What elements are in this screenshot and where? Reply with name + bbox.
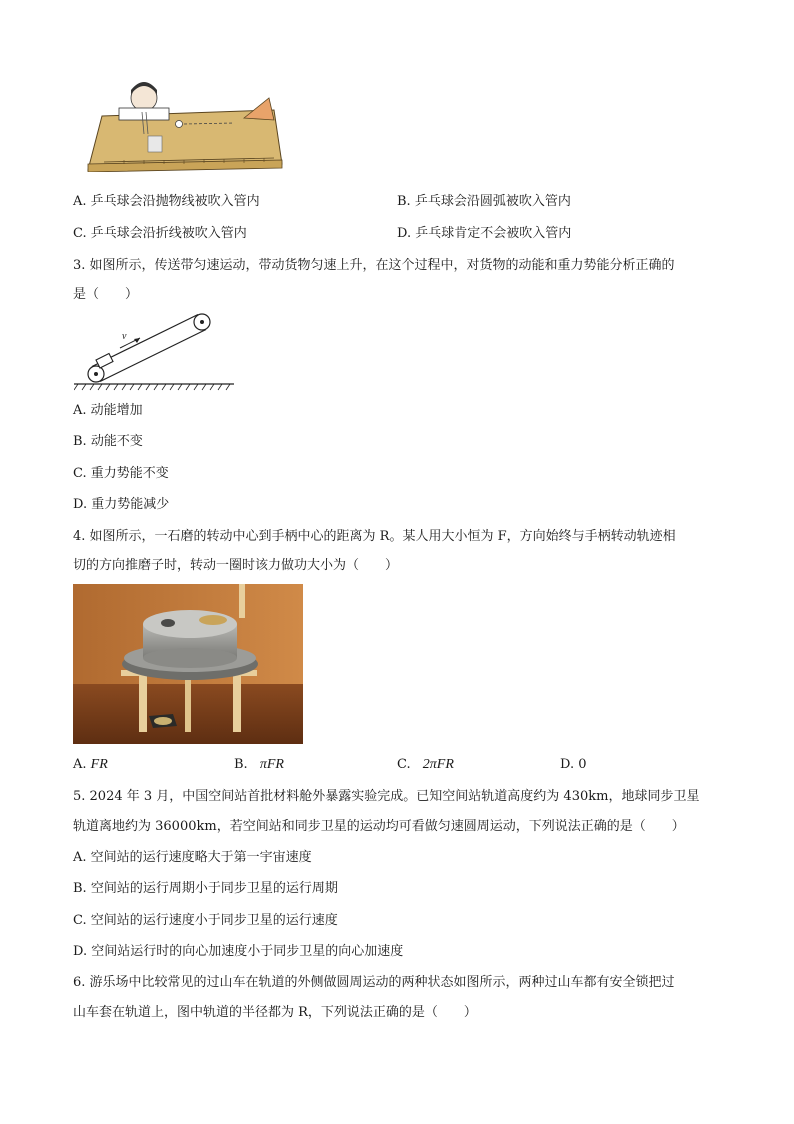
q6-stem-line1: 6. 游乐场中比较常见的过山车在轨道的外侧做圆周运动的两种状态如图所示，两种过山车都有安全锁把过 bbox=[73, 975, 675, 990]
q2-option-b: B. 乒乓球会沿圆弧被吹入管内 bbox=[397, 194, 571, 209]
q3-stem-line2: 是（ ） bbox=[73, 287, 139, 302]
conveyor-belt-diagram bbox=[74, 308, 234, 392]
q4-option-d: D. 0 bbox=[560, 757, 587, 772]
q4-option-b bbox=[234, 756, 284, 774]
q4-stem-line1: 4. 如图所示，一石磨的转动中心到手柄中心的距离为 R。某人用大小恒为 F，方向始终与手柄转动轨迹相 bbox=[73, 529, 676, 544]
pingpong-figure bbox=[84, 76, 284, 172]
q3-option-d: D. 重力势能减少 bbox=[73, 497, 170, 512]
velocity-label: v bbox=[122, 331, 127, 342]
q6-stem-line2: 山车套在轨道上，图中轨道的半径都为 R，下列说法正确的是（ ） bbox=[73, 1005, 477, 1020]
q5-option-d: D. 空间站运行时的向心加速度小于同步卫星的向心加速度 bbox=[73, 944, 404, 959]
q3-option-b: B. 动能不变 bbox=[73, 434, 143, 449]
millstone-photo bbox=[73, 584, 303, 744]
q4-option-b-label: B. bbox=[234, 757, 248, 772]
q4-option-a-math: FR bbox=[90, 757, 108, 772]
q3-stem-line1: 3. 如图所示，传送带匀速运动，带动货物匀速上升，在这个过程中，对货物的动能和重力势能分析正确的 bbox=[73, 258, 675, 273]
conveyor-figure bbox=[74, 308, 234, 392]
millstone-image bbox=[73, 584, 303, 744]
q4-option-c bbox=[397, 756, 454, 774]
q5-stem-line2: 轨道离地约为 36000km，若空间站和同步卫星的运动均可看做匀速圆周运动，下列说法正确的是（ ） bbox=[73, 819, 685, 834]
q5-option-c: C. 空间站的运行速度小于同步卫星的运行速度 bbox=[73, 913, 338, 928]
q4-option-a bbox=[73, 756, 108, 774]
pingpong-illustration bbox=[84, 76, 284, 172]
q3-option-c: C. 重力势能不变 bbox=[73, 466, 169, 481]
q2-option-d: D. 乒乓球肯定不会被吹入管内 bbox=[397, 226, 572, 241]
q5-stem-line1: 5. 2024 年 3 月，中国空间站首批材料舱外暴露实验完成。已知空间站轨道高度约为 430km，地球同步卫星 bbox=[73, 789, 700, 804]
q4-option-b-math: πFR bbox=[259, 757, 284, 772]
q4-stem-line2: 切的方向推磨子时，转动一圈时该力做功大小为（ ） bbox=[73, 558, 399, 573]
q3-option-a: A. 动能增加 bbox=[73, 403, 143, 418]
q2-option-a: A. 乒乓球会沿抛物线被吹入管内 bbox=[73, 194, 260, 209]
q2-option-c: C. 乒乓球会沿折线被吹入管内 bbox=[73, 226, 247, 241]
q4-option-c-label: C. bbox=[397, 757, 411, 772]
q4-option-a-label: A. bbox=[73, 757, 87, 772]
q5-option-a: A. 空间站的运行速度略大于第一宇宙速度 bbox=[73, 850, 312, 865]
q5-option-b: B. 空间站的运行周期小于同步卫星的运行周期 bbox=[73, 881, 338, 896]
q4-option-c-math: 2πFR bbox=[422, 757, 454, 772]
